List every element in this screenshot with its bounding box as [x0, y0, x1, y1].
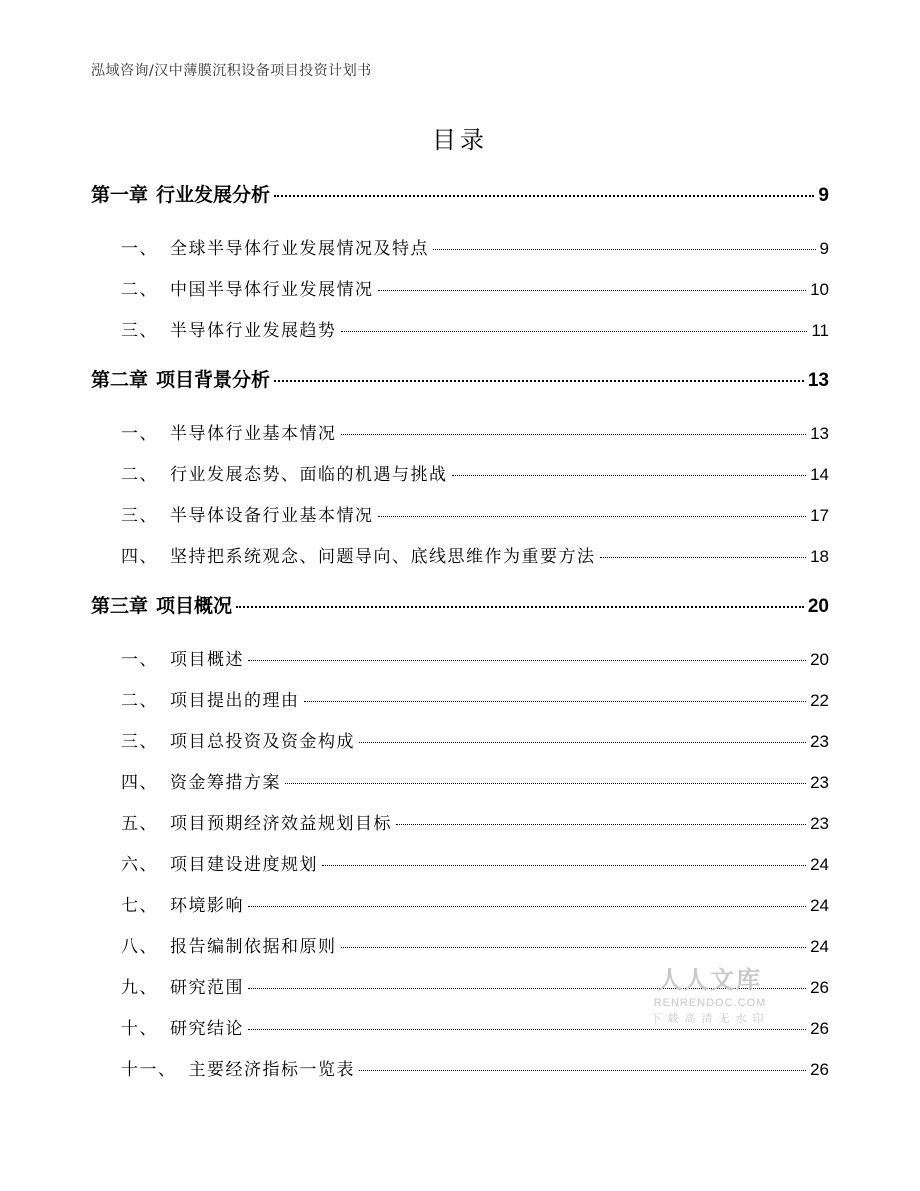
- toc-entry-section[interactable]: [121, 645, 829, 671]
- entry-page: 23: [810, 773, 829, 792]
- entry-number: 四、: [121, 773, 158, 793]
- entry-page: 24: [810, 937, 829, 956]
- running-header: 泓域咨询/汉中薄膜沉积设备项目投资计划书: [91, 63, 372, 79]
- entry-number: 三、: [121, 732, 158, 752]
- entry-title: 项目概述: [170, 650, 244, 670]
- toc-entry-section[interactable]: [121, 542, 829, 568]
- entry-title: 资金筹措方案: [170, 773, 281, 793]
- entry-title: 行业发展态势、面临的机遇与挑战: [170, 465, 448, 485]
- dot-leader: [341, 434, 807, 435]
- entry-page: 24: [810, 896, 829, 915]
- dot-leader: [248, 906, 806, 907]
- entry-title: 项目建设进度规划: [170, 855, 318, 875]
- entry-page: 23: [810, 732, 829, 751]
- entry-number: 第一章: [91, 184, 149, 206]
- toc-entry-chapter[interactable]: [91, 591, 829, 621]
- entry-number: 二、: [121, 691, 158, 711]
- dot-leader: [341, 947, 807, 948]
- entry-page: 23: [810, 814, 829, 833]
- entry-page: 22: [810, 691, 829, 710]
- watermark-site: RENRENDOC.COM: [653, 997, 767, 1009]
- entry-page: 13: [810, 424, 829, 443]
- entry-page: 26: [810, 1019, 829, 1038]
- entry-number: 第二章: [91, 369, 149, 391]
- dot-leader: [322, 865, 806, 866]
- dot-leader: [452, 475, 807, 476]
- toc-entry-section[interactable]: [121, 275, 829, 301]
- entry-page: 26: [810, 978, 829, 997]
- entry-number: 一、: [121, 650, 158, 670]
- entry-title: 半导体行业发展趋势: [170, 321, 337, 341]
- dot-leader: [304, 701, 807, 702]
- entry-page: 13: [807, 370, 829, 391]
- entry-number: 三、: [121, 321, 158, 341]
- dot-leader: [236, 606, 804, 608]
- entry-number: 五、: [121, 814, 158, 834]
- entry-title: 半导体设备行业基本情况: [170, 506, 374, 526]
- dot-leader: [248, 1029, 806, 1030]
- dot-leader: [274, 195, 814, 197]
- entry-number: 八、: [121, 937, 158, 957]
- entry-page: 11: [811, 321, 829, 340]
- entry-number: 七、: [121, 896, 158, 916]
- watermark-logo-text: 人人文库: [658, 966, 762, 994]
- dot-leader: [359, 742, 806, 743]
- entry-page: 24: [810, 855, 829, 874]
- toc-entry-chapter[interactable]: [91, 180, 829, 210]
- toc-entry-section[interactable]: [121, 419, 829, 445]
- entry-page: 9: [819, 239, 829, 258]
- toc-entry-section[interactable]: [121, 891, 829, 917]
- entry-number: 第三章: [91, 595, 149, 617]
- toc-entry-section[interactable]: [121, 727, 829, 753]
- entry-number: 九、: [121, 978, 158, 998]
- dot-leader: [359, 1070, 806, 1071]
- entry-title: 研究范围: [170, 978, 244, 998]
- entry-number: 六、: [121, 855, 158, 875]
- dot-leader: [600, 557, 807, 558]
- entry-title: 研究结论: [170, 1019, 244, 1039]
- toc-entry-section[interactable]: [121, 686, 829, 712]
- dot-leader: [378, 516, 807, 517]
- entry-title: 环境影响: [170, 896, 244, 916]
- entry-number: 十一、: [121, 1060, 177, 1080]
- toc-entry-section[interactable]: [121, 809, 829, 835]
- dot-leader: [396, 824, 806, 825]
- entry-page: 10: [810, 280, 829, 299]
- toc-entry-chapter[interactable]: [91, 365, 829, 395]
- dot-leader: [248, 660, 806, 661]
- entry-title: 中国半导体行业发展情况: [170, 280, 374, 300]
- toc-entry-section[interactable]: [121, 850, 829, 876]
- entry-page: 20: [810, 650, 829, 669]
- entry-number: 四、: [121, 547, 158, 567]
- toc-entry-section[interactable]: [121, 316, 829, 342]
- entry-page: 26: [810, 1060, 829, 1079]
- entry-title: 主要经济指标一览表: [188, 1060, 355, 1080]
- entry-number: 一、: [121, 239, 158, 259]
- entry-title: 报告编制依据和原则: [170, 937, 337, 957]
- entry-title: 项目背景分析: [156, 369, 271, 391]
- entry-number: 一、: [121, 424, 158, 444]
- entry-title: 项目总投资及资金构成: [170, 732, 355, 752]
- dot-leader: [378, 290, 807, 291]
- toc-entry-section[interactable]: [121, 460, 829, 486]
- toc-entry-section[interactable]: [121, 1055, 829, 1081]
- dot-leader: [285, 783, 806, 784]
- entry-title: 半导体行业基本情况: [170, 424, 337, 444]
- entry-title: 项目概况: [156, 595, 233, 617]
- toc-entry-section[interactable]: [121, 932, 829, 958]
- entry-title: 项目预期经济效益规划目标: [170, 814, 392, 834]
- watermark: [648, 960, 772, 1026]
- toc-title: 目录: [432, 126, 488, 154]
- entry-number: 三、: [121, 506, 158, 526]
- entry-page: 20: [807, 596, 829, 617]
- dot-leader: [341, 331, 808, 332]
- dot-leader: [274, 380, 804, 382]
- entry-page: 17: [810, 506, 829, 525]
- entry-page: 9: [818, 185, 829, 206]
- entry-number: 二、: [121, 280, 158, 300]
- entry-title: 全球半导体行业发展情况及特点: [170, 239, 429, 259]
- entry-title: 坚持把系统观念、问题导向、底线思维作为重要方法: [170, 547, 596, 567]
- toc-entry-section[interactable]: [121, 234, 829, 260]
- entry-title: 行业发展分析: [156, 184, 271, 206]
- entry-title: 项目提出的理由: [170, 691, 300, 711]
- entry-number: 十、: [121, 1019, 158, 1039]
- dot-leader: [433, 249, 816, 250]
- watermark-tagline: 下载高清无水印: [650, 1012, 770, 1025]
- toc-entry-section[interactable]: [121, 501, 829, 527]
- entry-number: 二、: [121, 465, 158, 485]
- entry-page: 14: [810, 465, 829, 484]
- entry-page: 18: [810, 547, 829, 566]
- toc-entry-section[interactable]: [121, 768, 829, 794]
